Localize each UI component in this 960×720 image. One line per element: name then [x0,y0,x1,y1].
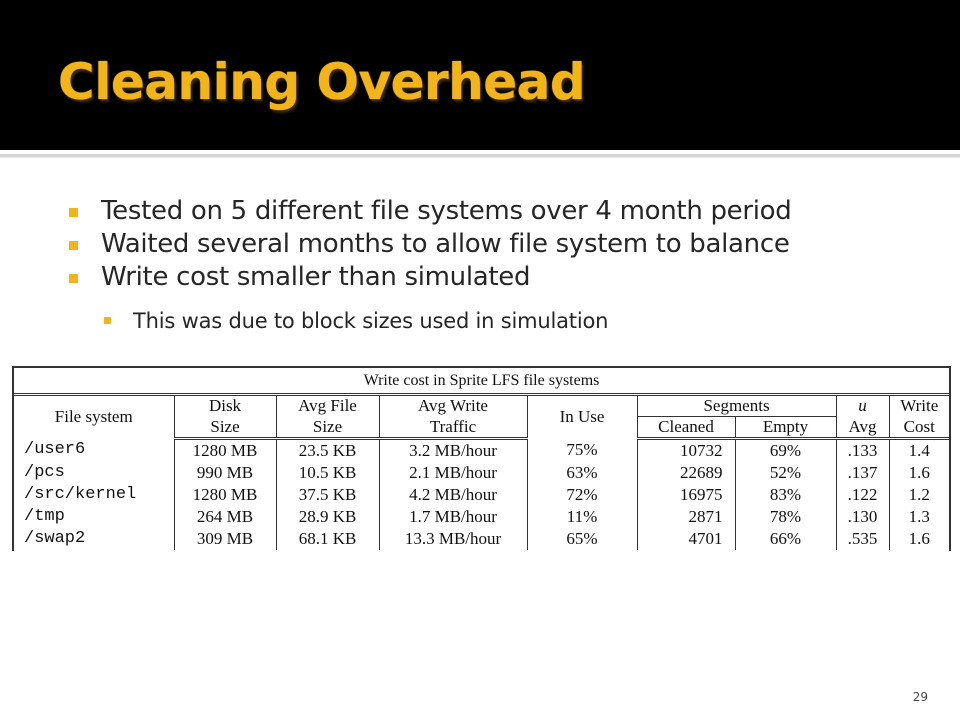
square-bullet-icon [104,317,111,324]
cell-avg-write-traffic: 2.1 MB/hour [379,462,527,484]
cell-avg-write-traffic: 4.2 MB/hour [379,484,527,506]
table-row [14,506,949,528]
header-disk-size: Size [174,417,276,439]
cell-in-use: 72% [527,484,637,506]
cell-segments-cleaned: 4701 [637,528,735,550]
cell-avg-write-traffic: 3.2 MB/hour [379,439,527,463]
cell-disk-size: 990 MB [174,462,276,484]
cell-u-avg: .535 [836,528,889,550]
bullet-item [67,195,947,228]
header-traffic: Traffic [379,417,527,439]
cell-disk-size: 264 MB [174,506,276,528]
cell-segments-empty: 66% [735,528,836,550]
cell-segments-empty: 83% [735,484,836,506]
write-cost-table [12,366,951,551]
cell-segments-cleaned: 2871 [637,506,735,528]
header-avg-write: Avg Write [379,396,527,417]
header-write: Write [900,396,939,416]
cell-avg-file-size: 68.1 KB [276,528,379,550]
table-row [14,528,949,550]
cell-write-cost: 1.6 [908,529,930,548]
cell-avg-write-traffic: 13.3 MB/hour [379,528,527,550]
bullet-text: Write cost smaller than simulated [101,262,531,292]
cell-avg-file-size: 37.5 KB [276,484,379,506]
cell-u-avg: .133 [836,439,889,463]
sub-bullet-item [103,305,903,337]
cell-segments-empty: 78% [735,506,836,528]
cell-file-system: /tmp [14,506,174,528]
header-empty: Empty [735,417,836,439]
table-grid [14,396,949,550]
header-file-system: File system [14,396,174,439]
cell-file-system: /src/kernel [14,484,174,506]
bullet-text: Waited several months to allow file system to balance [101,229,790,259]
cell-segments-cleaned: 10732 [637,439,735,463]
cell-file-system: /pcs [14,462,174,484]
cell-avg-file-size: 28.9 KB [276,506,379,528]
cell-segments-cleaned: 22689 [637,462,735,484]
cell-avg-file-size: 23.5 KB [276,439,379,463]
cell-segments-empty: 52% [735,462,836,484]
cell-write-cost: 1.4 [908,441,930,460]
cell-disk-size: 1280 MB [174,439,276,463]
cell-avg-file-size: 10.5 KB [276,462,379,484]
table-row [14,484,949,506]
square-bullet-icon [69,274,78,283]
square-bullet-icon [69,208,78,217]
cell-u-avg: .122 [836,484,889,506]
cell-write-cost: 1.6 [908,463,930,482]
bullet-item [67,228,947,261]
cell-segments-cleaned: 16975 [637,484,735,506]
cell-file-system: /user6 [14,439,174,463]
header-cost: Cost [889,417,949,439]
cell-write-cost: 1.2 [908,485,930,504]
header-disk: Disk [174,396,276,417]
cell-in-use: 63% [527,462,637,484]
cell-write-cost: 1.3 [908,507,930,526]
cell-segments-empty: 69% [735,439,836,463]
square-bullet-icon [69,241,78,250]
header-cleaned: Cleaned [637,417,735,439]
cell-in-use: 65% [527,528,637,550]
sub-bullet-text: This was due to block sizes used in simulation [133,309,609,333]
table-caption: Write cost in Sprite LFS file systems [14,368,949,396]
cell-avg-write-traffic: 1.7 MB/hour [379,506,527,528]
cell-disk-size: 309 MB [174,528,276,550]
header-u: u [836,396,889,417]
slide-title: Cleaning Overhead [58,53,586,111]
title-divider [0,154,960,158]
header-file-size: Size [276,417,379,439]
cell-u-avg: .137 [836,462,889,484]
bullet-text: Tested on 5 different file systems over 4 month period [101,196,792,226]
bullet-item [67,261,947,294]
title-bar [0,0,960,150]
cell-u-avg: .130 [836,506,889,528]
table-row [14,439,949,463]
page-number: 29 [912,690,928,704]
header-avg: Avg [836,417,889,439]
header-segments: Segments [637,396,836,417]
cell-disk-size: 1280 MB [174,484,276,506]
cell-in-use: 11% [527,506,637,528]
table-row [14,462,949,484]
cell-in-use: 75% [527,439,637,463]
header-avg-file: Avg File [276,396,379,417]
sub-bullet-list [103,305,903,337]
bullet-list [67,195,947,294]
header-in-use: In Use [527,396,637,439]
cell-file-system: /swap2 [14,528,174,550]
